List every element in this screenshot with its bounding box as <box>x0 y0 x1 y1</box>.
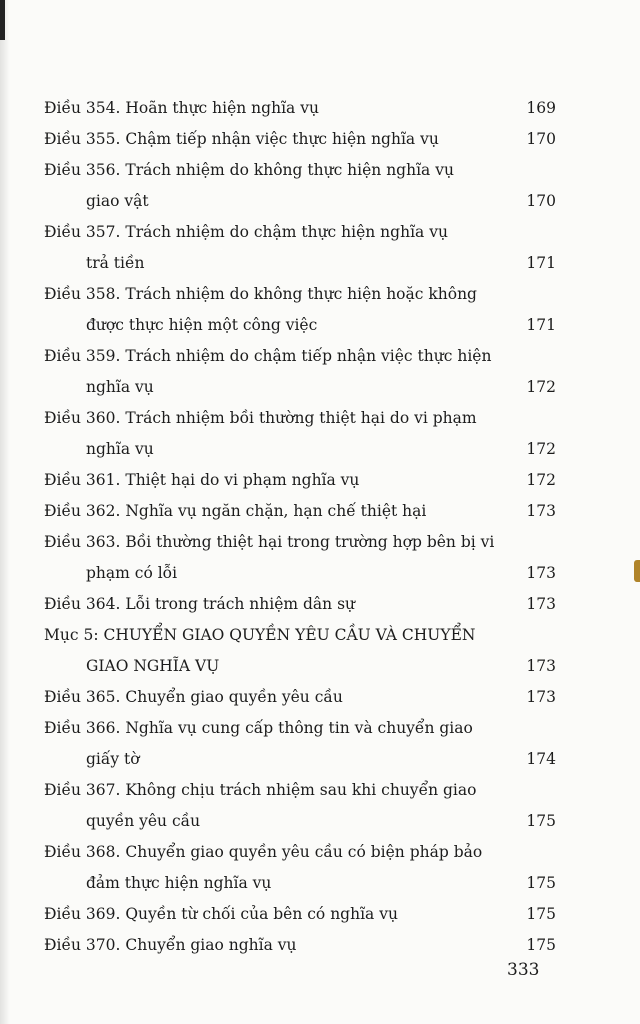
toc-entry <box>44 217 556 279</box>
toc-entry <box>44 279 556 341</box>
toc-entry-title: Mục 5: CHUYỂN GIAO QUYỀN YÊU CẦU VÀ CHUYỂN <box>44 626 476 644</box>
toc-entry-page: 175 <box>526 874 556 892</box>
toc-entry <box>44 775 556 837</box>
toc-entry <box>44 341 556 403</box>
toc-entry <box>44 837 556 899</box>
toc-entry <box>44 155 556 217</box>
toc-entry-page: 170 <box>526 130 556 148</box>
toc-entry-page: 169 <box>526 99 556 117</box>
toc-entry <box>44 496 556 527</box>
toc-entry-title: Điều 367. Không chịu trách nhiệm sau khi chuyển giao <box>44 781 477 799</box>
toc-entry-title: Điều 368. Chuyển giao quyền yêu cầu có biện pháp bảo <box>44 843 483 861</box>
toc-entry-title: Điều 364. Lỗi trong trách nhiệm dân sự <box>44 595 356 613</box>
toc-section-heading <box>44 620 556 682</box>
toc-entry <box>44 682 556 713</box>
toc-entry-title-continued: nghĩa vụ <box>86 440 154 458</box>
toc-entry-title: Điều 354. Hoãn thực hiện nghĩa vụ <box>44 99 319 117</box>
toc-entry <box>44 930 556 961</box>
toc-entry <box>44 589 556 620</box>
table-of-contents <box>44 93 556 961</box>
toc-entry-title-continued: được thực hiện một công việc <box>86 316 318 334</box>
toc-entry-page: 170 <box>526 192 556 210</box>
toc-entry-page: 175 <box>526 812 556 830</box>
toc-entry-title: Điều 360. Trách nhiệm bồi thường thiệt hại do vi phạm <box>44 409 477 427</box>
toc-entry <box>44 124 556 155</box>
toc-entry <box>44 403 556 465</box>
toc-entry-title-continued: GIAO NGHĨA VỤ <box>86 657 220 675</box>
toc-entry-title: Điều 366. Nghĩa vụ cung cấp thông tin và chuyển giao <box>44 719 473 737</box>
toc-entry-page: 174 <box>526 750 556 768</box>
toc-entry-page: 172 <box>526 471 556 489</box>
toc-entry-title-continued: nghĩa vụ <box>86 378 154 396</box>
toc-entry-page: 172 <box>526 440 556 458</box>
toc-entry-page: 173 <box>526 502 556 520</box>
toc-entry-title: Điều 365. Chuyển giao quyền yêu cầu <box>44 688 343 706</box>
toc-entry-title: Điều 357. Trách nhiệm do chậm thực hiện nghĩa vụ <box>44 223 448 241</box>
toc-entry-title-continued: giao vật <box>86 192 149 210</box>
toc-entry-page: 175 <box>526 936 556 954</box>
toc-entry-page: 173 <box>526 595 556 613</box>
toc-entry-page: 175 <box>526 905 556 923</box>
toc-entry-title: Điều 370. Chuyển giao nghĩa vụ <box>44 936 297 954</box>
toc-entry-title-continued: quyền yêu cầu <box>86 812 201 830</box>
corner-mark <box>0 0 5 40</box>
toc-entry <box>44 465 556 496</box>
toc-entry-title-continued: đảm thực hiện nghĩa vụ <box>86 874 272 892</box>
toc-entry <box>44 527 556 589</box>
toc-entry <box>44 899 556 930</box>
toc-entry-page: 172 <box>526 378 556 396</box>
toc-entry-title: Điều 362. Nghĩa vụ ngăn chặn, hạn chế thiệt hại <box>44 502 427 520</box>
page-number: 333 <box>507 960 540 980</box>
toc-entry-title: Điều 359. Trách nhiệm do chậm tiếp nhận việc thực hiện <box>44 347 492 365</box>
bookmark-edge <box>634 560 640 582</box>
toc-entry-title: Điều 355. Chậm tiếp nhận việc thực hiện nghĩa vụ <box>44 130 439 148</box>
toc-entry-title: Điều 363. Bồi thường thiệt hại trong trường hợp bên bị vi <box>44 533 495 551</box>
toc-entry-title: Điều 358. Trách nhiệm do không thực hiện hoặc không <box>44 285 477 303</box>
page-shadow <box>0 0 10 1024</box>
toc-entry-page: 173 <box>526 564 556 582</box>
toc-entry-title: Điều 356. Trách nhiệm do không thực hiện nghĩa vụ <box>44 161 454 179</box>
toc-entry-title-continued: phạm có lỗi <box>86 564 178 582</box>
toc-entry-title-continued: giấy tờ <box>86 750 140 768</box>
toc-entry-title: Điều 369. Quyền từ chối của bên có nghĩa vụ <box>44 905 398 923</box>
toc-entry-title-continued: trả tiền <box>86 254 145 272</box>
toc-entry <box>44 93 556 124</box>
toc-entry-page: 171 <box>526 316 556 334</box>
toc-entry-title: Điều 361. Thiệt hại do vi phạm nghĩa vụ <box>44 471 360 489</box>
toc-entry-page: 173 <box>526 657 556 675</box>
toc-entry-page: 173 <box>526 688 556 706</box>
toc-entry-page: 171 <box>526 254 556 272</box>
toc-entry <box>44 713 556 775</box>
